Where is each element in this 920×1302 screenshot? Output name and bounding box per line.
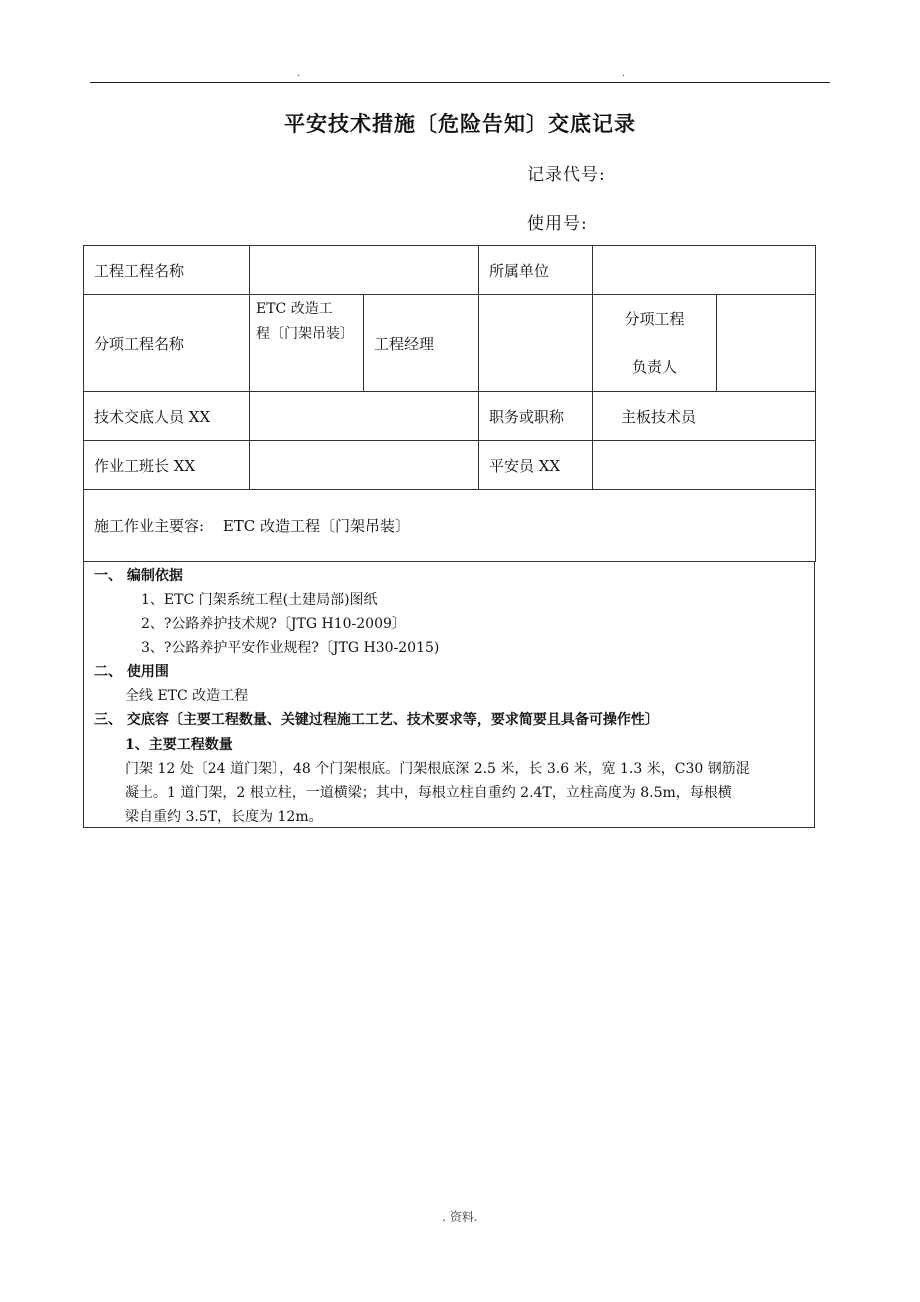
manager-value — [479, 295, 593, 392]
info-table — [83, 245, 816, 562]
project-name-value — [250, 246, 479, 295]
unit-label: 所属单位 — [479, 246, 593, 295]
section-2-title: 二、 使用围 — [94, 664, 169, 680]
manager-label: 工程经理 — [364, 295, 479, 392]
sub-project-value-line1: ETC 改造工 — [256, 301, 333, 317]
content-value: ETC 改造工程〔门架吊装〕 — [222, 517, 411, 535]
record-code-label: 记录代号: — [527, 165, 606, 185]
responsible-label-line1: 分项工程 — [624, 310, 685, 328]
content-label: 施工作业主要容: — [94, 517, 205, 535]
paragraph-line-1: 门架 12 处〔24 道门架〕，48 个门架根底。门架根底深 2.5 米，长 3.6 米，宽 1.3 米，C30 钢筋混 — [125, 761, 750, 777]
paragraph-line-3: 梁自重约 3.5T，长度为 12m。 — [125, 809, 323, 825]
responsible-label — [593, 295, 717, 392]
project-name-label: 工程工程名称 — [84, 246, 250, 295]
header-dot-right: . — [622, 68, 626, 79]
tech-person-label: 技术交底人员 XX — [84, 392, 250, 441]
use-no-label: 使用号: — [527, 214, 588, 234]
paragraph-line-2: 凝土。1 道门架，2 根立柱，一道横梁；其中，每根立柱自重约 2.4T，立柱高度为 8.5m，每根横 — [125, 785, 732, 801]
section-3-sub-1: 1、主要工程数量 — [125, 737, 233, 753]
footer-text: . 资料. — [442, 1210, 478, 1224]
header-rule — [90, 82, 830, 83]
section-1-title: 一、 编制依据 — [94, 568, 183, 584]
section-2-text: 全线 ETC 改造工程 — [125, 688, 249, 704]
position-value: 主板技术员 — [593, 392, 816, 441]
safety-label: 平安员 XX — [479, 441, 593, 490]
section-1-item-2: 2、?公路养护技术规?〔JTG H10-2009〕 — [141, 616, 406, 632]
header-dot-left: . — [297, 68, 301, 79]
foreman-label: 作业工班长 XX — [84, 441, 250, 490]
section-3-title: 三、 交底容〔主要工程数量、关键过程施工工艺、技术要求等，要求简要且具备可操作性〕 — [94, 712, 659, 728]
section-1-item-1: 1、ETC 门架系统工程(土建局部)图纸 — [141, 592, 378, 608]
foreman-value — [250, 441, 479, 490]
section-1-item-3: 3、?公路养护平安作业规程?〔JTG H30-2015) — [141, 640, 440, 656]
safety-value — [593, 441, 816, 490]
position-label: 职务或职称 — [479, 392, 593, 441]
responsible-label-line2: 负责人 — [631, 358, 677, 376]
page-title: 平安技术措施〔危险告知〕交底记录 — [284, 111, 636, 136]
tech-person-value — [250, 392, 479, 441]
content-row — [84, 490, 816, 562]
responsible-value — [717, 295, 816, 392]
sub-project-value — [250, 295, 364, 392]
sub-project-label: 分项工程名称 — [84, 295, 250, 392]
sub-project-value-line2: 程〔门架吊装〕 — [256, 326, 354, 342]
unit-value — [593, 246, 816, 295]
